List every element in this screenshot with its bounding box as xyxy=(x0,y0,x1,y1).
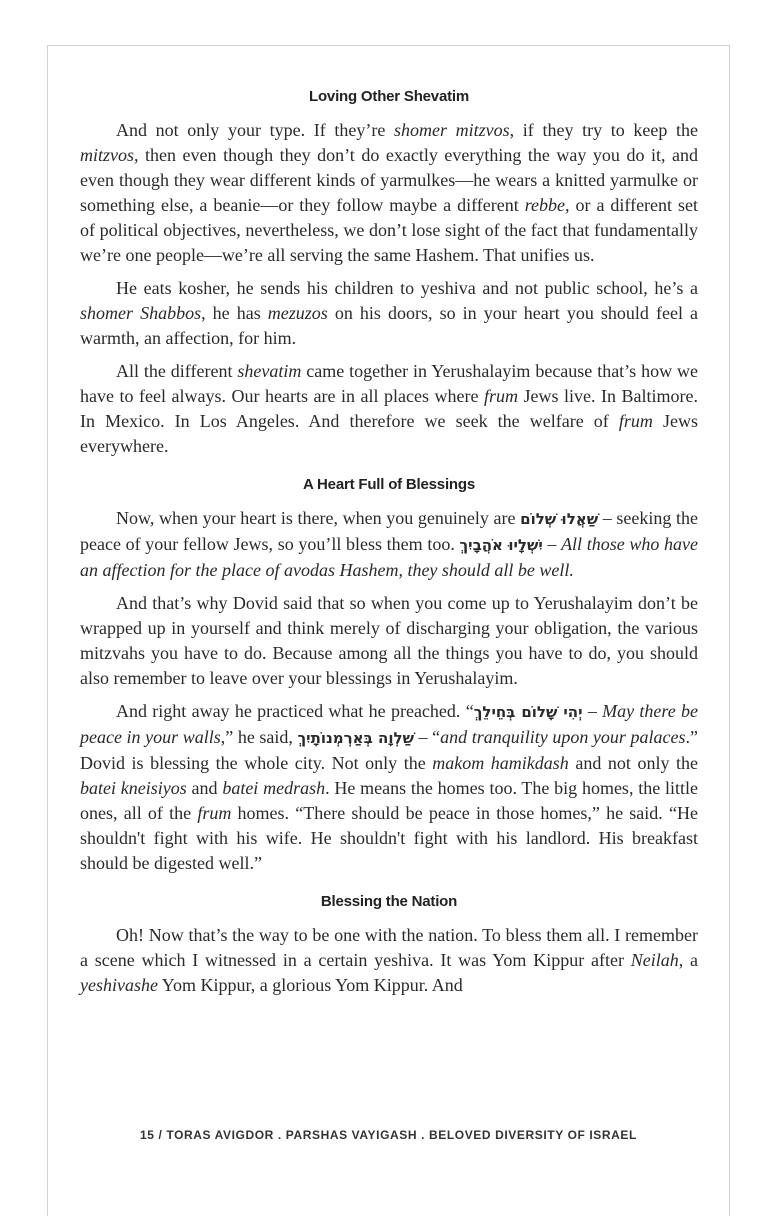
text-run: Jews everywhere. xyxy=(80,411,698,456)
text-run: and not only the xyxy=(568,753,698,773)
italic-text: batei kneisiyos xyxy=(80,778,187,798)
text-run: – seeking the peace of your fellow Jews, so you’ll bless them too. xyxy=(80,508,698,554)
text-run: He eats kosher, he sends his children to yeshiva and not public school, he’s a xyxy=(116,278,698,298)
italic-text: mezuzos xyxy=(267,303,328,323)
italic-text: mitzvos xyxy=(80,145,134,165)
text-run: Yom Kippur, a glorious Yom Kippur. And xyxy=(157,975,463,995)
section-heading: A Heart Full of Blessings xyxy=(303,476,475,493)
text-run: And that’s why Dovid said that so when you come up to Yerushalayim don’t be wrapped up in yourself and think merely of discharging your obligation, the various mitzvahs you have to do. Because among all the things you have to do, you should also remember to leave over your blessings in Yerushalayim. xyxy=(80,593,698,688)
hebrew-quote: יְהִי שָׁלוֹם בְּחֵילֵךְ xyxy=(473,703,583,721)
italic-text: yeshivashe xyxy=(80,975,158,995)
page-footer: 15 / TORAS AVIGDOR . PARSHAS VAYIGASH . BELOVED DIVERSITY OF ISRAEL xyxy=(140,1128,637,1142)
text-column xyxy=(80,86,698,1006)
text-run: on his doors, so in your heart you should feel a warmth, an affection, for him. xyxy=(80,303,699,348)
italic-text: batei medrash xyxy=(222,778,326,798)
text-run: – xyxy=(542,534,562,554)
italic-text: All those who have an affection for the place of avodas Hashem, they should all be well. xyxy=(80,534,699,580)
italic-text: frum xyxy=(197,803,232,823)
text-run: , if they try to keep the xyxy=(509,120,699,140)
italic-text: frum xyxy=(618,411,653,431)
text-run: ,” he said, xyxy=(220,727,298,747)
text-run: And right away he practiced what he preached. “ xyxy=(116,701,474,721)
hebrew-quote: שַׁלְוָה בְּאַרְמְנוֹתָיִךְ xyxy=(297,729,414,747)
italic-text: makom hamikdash xyxy=(432,753,569,773)
text-run: , he has xyxy=(201,303,268,323)
section-heading: Loving Other Shevatim xyxy=(309,88,469,105)
paragraph xyxy=(80,118,698,268)
italic-text: rebbe xyxy=(524,195,566,215)
page xyxy=(47,45,730,1216)
section-heading: Blessing the Nation xyxy=(320,893,458,910)
hebrew-quote: יִשְׁלָיוּ אֹהֲבָיִךְ xyxy=(459,536,543,554)
text-run: , or a different set of political objectives, nevertheless, we don’t lose sight of the fact that fundamentally we’re one people—we’re all serving the same Hashem. That unifies us. xyxy=(80,195,698,265)
text-run: and xyxy=(186,778,223,798)
text-run: , a xyxy=(678,950,698,970)
paragraph xyxy=(80,506,698,583)
text-run: .” Dovid is blessing the whole city. Not only the xyxy=(80,727,698,773)
italic-text: frum xyxy=(483,386,518,406)
hebrew-quote: שַׁאֲלוּ שְׁלוֹם xyxy=(520,510,599,528)
text-run: Jews live. In Baltimore. In Mexico. In Los Angeles. And therefore we seek the welfare of xyxy=(80,386,699,431)
text-run: Oh! Now that’s the way to be one with the nation. To bless them all. I remember a scene which I witnessed in a certain yeshiva. It was Yom Kippur after xyxy=(80,925,698,970)
text-run: – “ xyxy=(413,727,441,747)
text-run: came together in Yerushalayim because that’s how we have to feel always. Our hearts are in all places where xyxy=(80,361,698,406)
paragraph xyxy=(80,276,698,351)
italic-text: shomer Shabbos xyxy=(80,303,202,323)
text-run: , then even though they don’t do exactly everything the way you do it, and even though they wear different kinds of yarmulkes—he wears a knitted yarmulke or something else, a beanie—or they follow maybe a different xyxy=(80,145,698,215)
italic-text: and tranquility upon your palaces xyxy=(440,727,686,747)
paragraph xyxy=(80,699,698,876)
paragraph xyxy=(80,591,698,691)
italic-text: May there be peace in your walls xyxy=(80,701,699,747)
text-run: Now, when your heart is there, when you genuinely are xyxy=(116,508,521,528)
italic-text: shomer mitzvos xyxy=(394,120,510,140)
text-run: – xyxy=(582,701,603,721)
italic-text: Neilah xyxy=(630,950,679,970)
paragraph xyxy=(80,359,698,459)
paragraph xyxy=(80,923,698,998)
italic-text: shevatim xyxy=(237,361,302,381)
text-run: homes. “There should be peace in those homes,” he said. “He shouldn't fight with his wife. He shouldn't fight with his landlord. His breakfast should be digested well.” xyxy=(80,803,698,873)
text-run: And not only your type. If they’re xyxy=(116,120,394,140)
text-run: All the different xyxy=(116,361,238,381)
text-run: . He means the homes too. The big homes, the little ones, all of the xyxy=(80,778,698,823)
